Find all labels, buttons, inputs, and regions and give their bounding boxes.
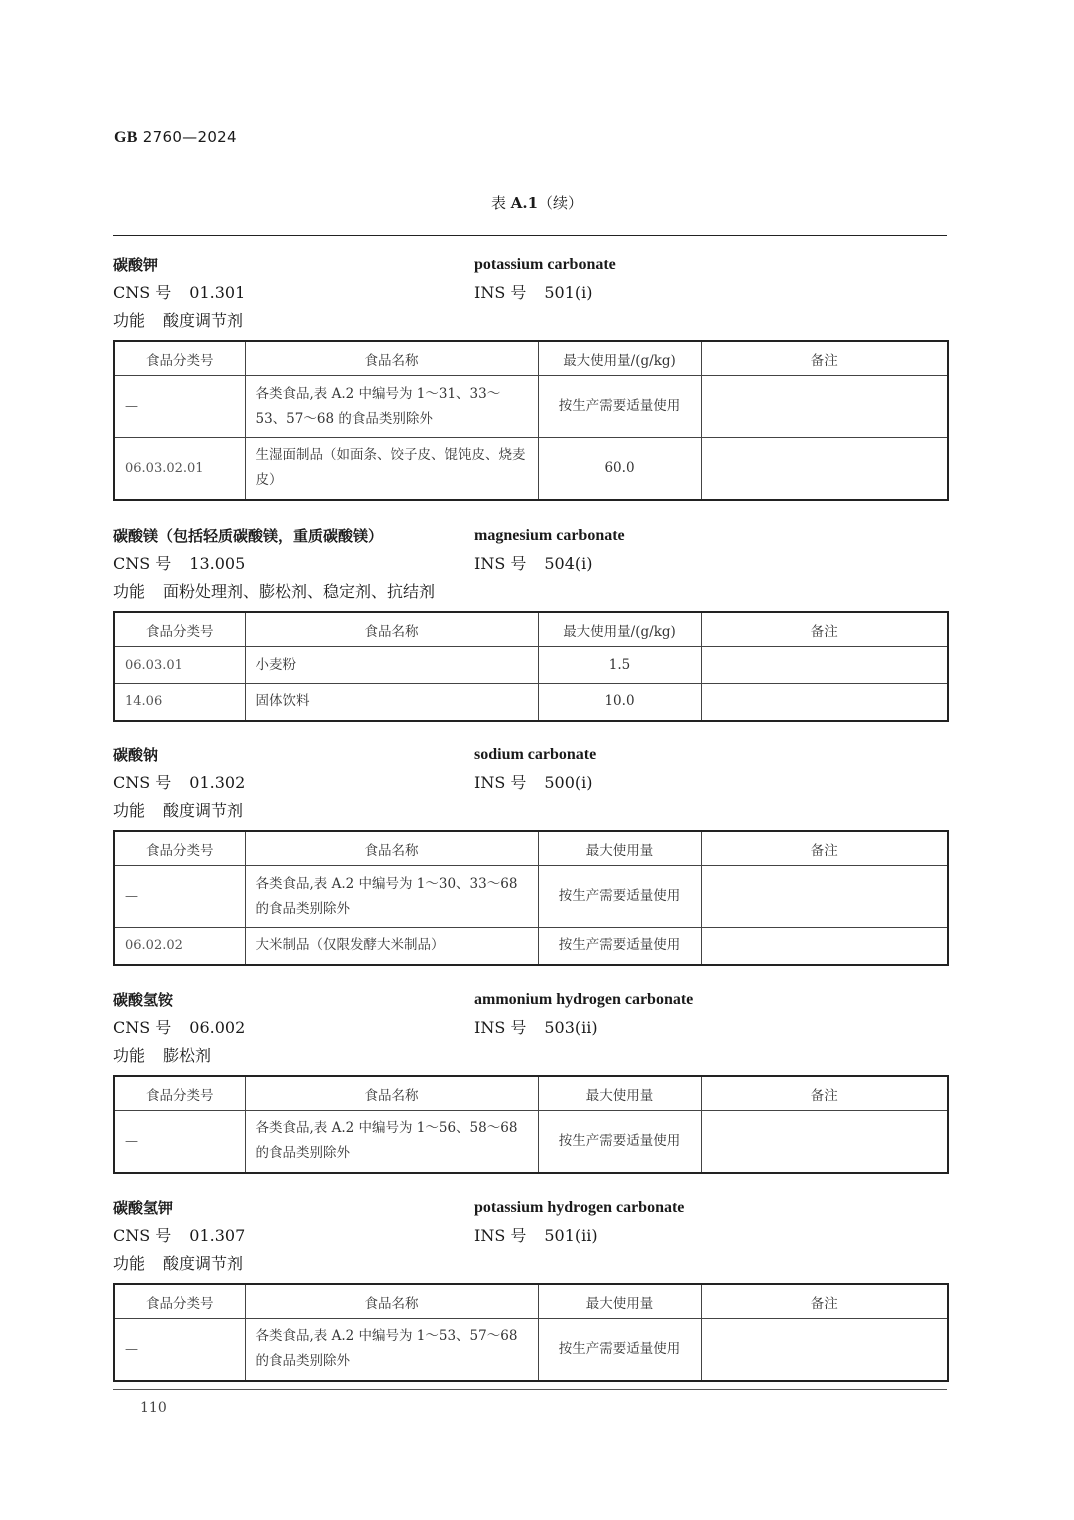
- max-usage: 60.0: [538, 438, 701, 500]
- chinese-name: 碳酸镁（包括轻质碳酸镁，重质碳酸镁）: [113, 527, 384, 545]
- table-row: [114, 438, 948, 500]
- function-value: 酸度调节剂: [163, 311, 244, 330]
- cns-label: CNS 号: [113, 1226, 172, 1245]
- cns-label: CNS 号: [113, 283, 172, 302]
- chinese-name: 碳酸氢钾: [113, 1199, 174, 1217]
- column-header: 食品名称: [245, 341, 538, 376]
- code-row: [113, 1222, 947, 1250]
- column-header: 备注: [701, 1076, 948, 1111]
- function-label: 功能: [113, 1046, 146, 1065]
- additive-section: [113, 741, 947, 966]
- chinese-name: 碳酸氢铵: [113, 991, 174, 1009]
- cns-label: CNS 号: [113, 554, 172, 573]
- cns-code: [113, 1222, 245, 1250]
- function-row: [113, 797, 947, 825]
- note: [701, 1111, 948, 1173]
- top-rule: [113, 235, 947, 236]
- function-row: [113, 1042, 947, 1070]
- column-header: 最大使用量/(g/kg): [538, 612, 701, 647]
- cns-code: [113, 550, 245, 578]
- usage-table: [113, 340, 949, 501]
- food-name: 固体饮料: [245, 684, 538, 721]
- table-header-row: [114, 831, 948, 866]
- function-value: 酸度调节剂: [163, 1254, 244, 1273]
- column-header: 食品分类号: [114, 1284, 245, 1319]
- column-header: 备注: [701, 831, 948, 866]
- table-row: [114, 1111, 948, 1173]
- caption-id: A.1: [510, 194, 539, 212]
- note: [701, 1319, 948, 1381]
- table-row: [114, 647, 948, 684]
- cns-code: [113, 1014, 245, 1042]
- note: [701, 928, 948, 965]
- max-usage: 按生产需要适量使用: [538, 376, 701, 438]
- table-caption: [0, 192, 1074, 213]
- additive-section: [113, 251, 947, 501]
- column-header: 最大使用量: [538, 1076, 701, 1111]
- function-label: 功能: [113, 582, 146, 601]
- standard-prefix: GB: [114, 129, 138, 146]
- function-row: [113, 1250, 947, 1278]
- ins-label: INS 号: [474, 1018, 527, 1037]
- english-name: magnesium carbonate: [474, 527, 625, 544]
- standard-number: [114, 128, 237, 147]
- column-header: 食品名称: [245, 612, 538, 647]
- category-code: 06.03.01: [114, 647, 245, 684]
- food-name: 各类食品,表 A.2 中编号为 1～56、58～68 的食品类别除外: [245, 1111, 538, 1173]
- name-row: [113, 522, 947, 550]
- cns-value: 06.002: [189, 1018, 246, 1037]
- ins-label: INS 号: [474, 773, 527, 792]
- code-row: [113, 769, 947, 797]
- max-usage: 按生产需要适量使用: [538, 866, 701, 928]
- usage-table: [113, 611, 949, 722]
- max-usage: 按生产需要适量使用: [538, 1111, 701, 1173]
- food-name: 大米制品（仅限发酵大米制品）: [245, 928, 538, 965]
- ins-code: [474, 769, 593, 797]
- code-row: [113, 1014, 947, 1042]
- table-row: [114, 684, 948, 721]
- table-header-row: [114, 612, 948, 647]
- english-name: potassium hydrogen carbonate: [474, 1199, 685, 1216]
- column-header: 食品名称: [245, 831, 538, 866]
- chinese-name: 碳酸钠: [113, 746, 159, 764]
- note: [701, 647, 948, 684]
- ins-value: 501(i): [544, 283, 593, 302]
- column-header: 食品分类号: [114, 341, 245, 376]
- standard-code: 2760—2024: [142, 128, 237, 146]
- ins-code: [474, 279, 593, 307]
- ins-value: 504(i): [544, 554, 593, 573]
- column-header: 备注: [701, 341, 948, 376]
- max-usage: 按生产需要适量使用: [538, 1319, 701, 1381]
- category-code: —: [114, 1111, 245, 1173]
- table-row: [114, 928, 948, 965]
- category-code: —: [114, 866, 245, 928]
- table-row: [114, 1319, 948, 1381]
- table-row: [114, 866, 948, 928]
- ins-label: INS 号: [474, 554, 527, 573]
- column-header: 最大使用量/(g/kg): [538, 341, 701, 376]
- food-name: 生湿面制品（如面条、饺子皮、馄饨皮、烧麦皮）: [245, 438, 538, 500]
- ins-label: INS 号: [474, 1226, 527, 1245]
- function-value: 面粉处理剂、膨松剂、稳定剂、抗结剂: [163, 582, 436, 601]
- table-header-row: [114, 1284, 948, 1319]
- english-name: sodium carbonate: [474, 746, 597, 763]
- ins-value: 500(i): [544, 773, 593, 792]
- cns-label: CNS 号: [113, 1018, 172, 1037]
- column-header: 最大使用量: [538, 831, 701, 866]
- name-row: [113, 986, 947, 1014]
- function-row: [113, 307, 947, 335]
- column-header: 备注: [701, 1284, 948, 1319]
- code-row: [113, 550, 947, 578]
- page-number: 110: [140, 1400, 167, 1416]
- ins-code: [474, 1222, 598, 1250]
- cns-value: 01.301: [189, 283, 246, 302]
- caption-prefix: 表: [490, 194, 506, 212]
- ins-value: 501(ii): [544, 1226, 598, 1245]
- column-header: 食品分类号: [114, 612, 245, 647]
- column-header: 食品分类号: [114, 1076, 245, 1111]
- function-label: 功能: [113, 1254, 146, 1273]
- chinese-name: 碳酸钾: [113, 256, 159, 274]
- additive-section: [113, 986, 947, 1174]
- name-row: [113, 1194, 947, 1222]
- max-usage: 10.0: [538, 684, 701, 721]
- category-code: 06.03.02.01: [114, 438, 245, 500]
- ins-code: [474, 1014, 598, 1042]
- cns-code: [113, 279, 245, 307]
- cns-code: [113, 769, 245, 797]
- function-row: [113, 578, 947, 606]
- food-name: 各类食品,表 A.2 中编号为 1～53、57～68 的食品类别除外: [245, 1319, 538, 1381]
- category-code: —: [114, 376, 245, 438]
- additive-section: [113, 1194, 947, 1382]
- max-usage: 1.5: [538, 647, 701, 684]
- ins-label: INS 号: [474, 283, 527, 302]
- cns-value: 01.307: [189, 1226, 246, 1245]
- function-value: 酸度调节剂: [163, 801, 244, 820]
- category-code: 06.02.02: [114, 928, 245, 965]
- column-header: 食品名称: [245, 1284, 538, 1319]
- table-header-row: [114, 1076, 948, 1111]
- food-name: 各类食品,表 A.2 中编号为 1～30、33～68 的食品类别除外: [245, 866, 538, 928]
- food-name: 各类食品,表 A.2 中编号为 1～31、33～53、57～68 的食品类别除外: [245, 376, 538, 438]
- table-header-row: [114, 341, 948, 376]
- food-name: 小麦粉: [245, 647, 538, 684]
- additive-section: [113, 522, 947, 722]
- cns-value: 13.005: [189, 554, 246, 573]
- note: [701, 684, 948, 721]
- category-code: 14.06: [114, 684, 245, 721]
- name-row: [113, 741, 947, 769]
- code-row: [113, 279, 947, 307]
- ins-code: [474, 550, 593, 578]
- usage-table: [113, 1283, 949, 1382]
- cns-label: CNS 号: [113, 773, 172, 792]
- function-value: 膨松剂: [163, 1046, 212, 1065]
- function-label: 功能: [113, 311, 146, 330]
- usage-table: [113, 830, 949, 966]
- name-row: [113, 251, 947, 279]
- english-name: ammonium hydrogen carbonate: [474, 991, 694, 1008]
- cns-value: 01.302: [189, 773, 246, 792]
- ins-value: 503(ii): [544, 1018, 598, 1037]
- table-row: [114, 376, 948, 438]
- function-label: 功能: [113, 801, 146, 820]
- column-header: 食品分类号: [114, 831, 245, 866]
- bottom-rule: [113, 1389, 947, 1390]
- column-header: 最大使用量: [538, 1284, 701, 1319]
- english-name: potassium carbonate: [474, 256, 616, 273]
- caption-suffix: （续）: [538, 194, 584, 212]
- note: [701, 438, 948, 500]
- max-usage: 按生产需要适量使用: [538, 928, 701, 965]
- category-code: —: [114, 1319, 245, 1381]
- note: [701, 866, 948, 928]
- column-header: 食品名称: [245, 1076, 538, 1111]
- note: [701, 376, 948, 438]
- usage-table: [113, 1075, 949, 1174]
- column-header: 备注: [701, 612, 948, 647]
